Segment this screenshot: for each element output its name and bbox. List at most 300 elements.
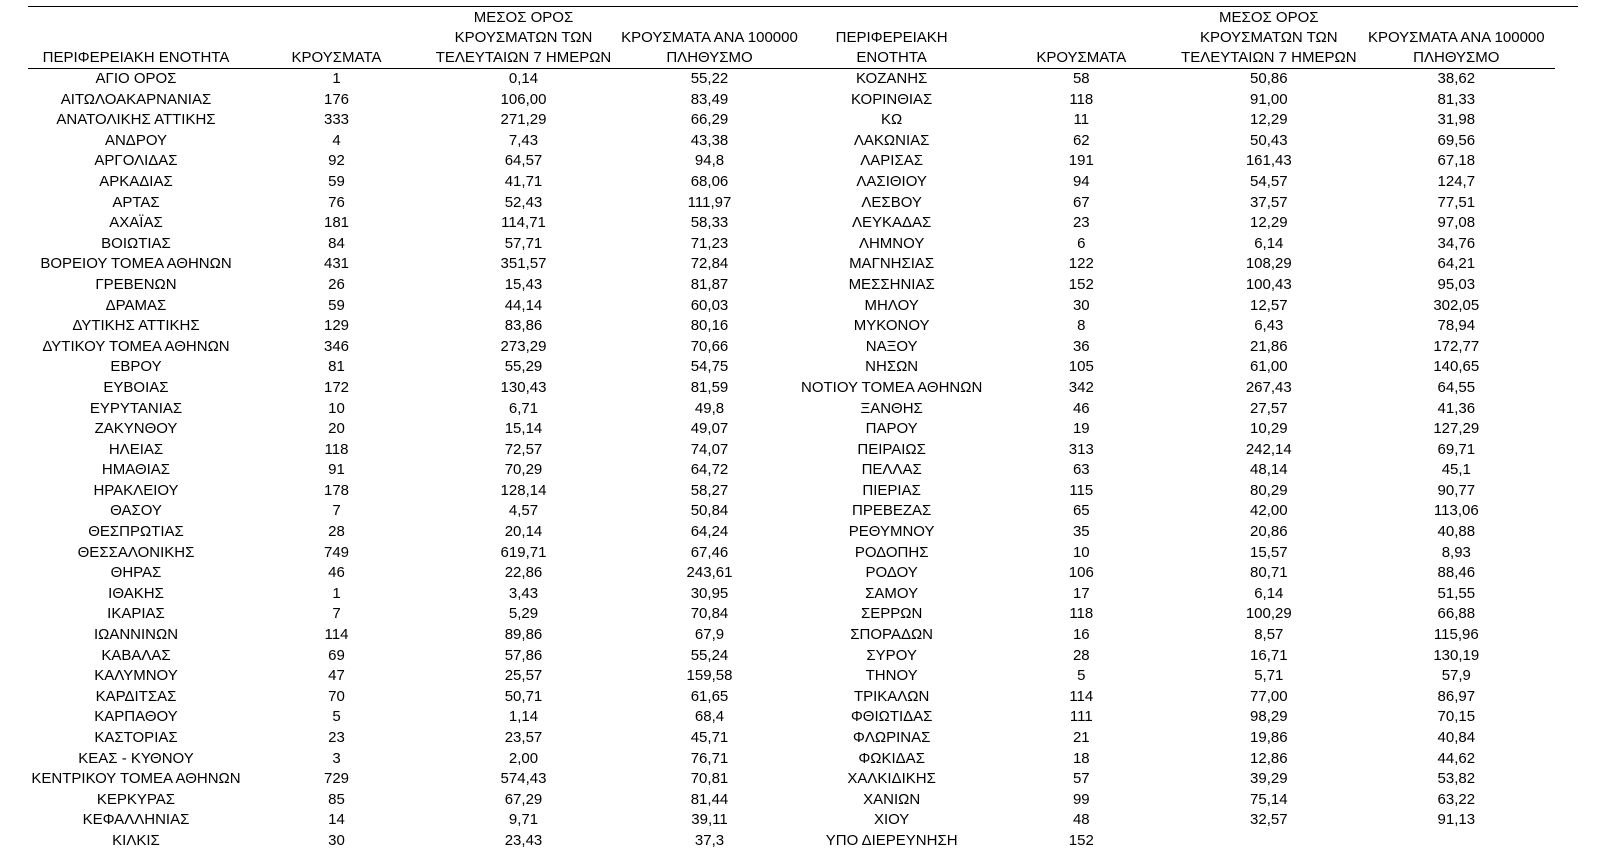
- avg7-cell: 91,00: [1250, 90, 1288, 108]
- table-row: [28, 399, 801, 420]
- table-row: [28, 563, 801, 584]
- avg7-cell: 273,29: [500, 337, 547, 355]
- per100k-cell: 70,84: [690, 605, 729, 623]
- region-cell: ΣΑΜΟΥ: [865, 584, 919, 602]
- per100k-cell: 51,55: [1437, 584, 1476, 602]
- region-cell: ΛΑΚΩΝΙΑΣ: [853, 131, 930, 149]
- header-per100k-line: ΚΡΟΥΣΜΑΤΑ ΑΝΑ 100000: [1367, 29, 1545, 46]
- region-cell: ΦΛΩΡΙΝΑΣ: [852, 729, 931, 746]
- avg7-cell: 54,57: [1250, 172, 1288, 190]
- avg7-cell: 42,00: [1250, 502, 1288, 520]
- region-cell: ΗΡΑΚΛΕΙΟΥ: [93, 481, 179, 499]
- cases-cell: 11: [1073, 111, 1090, 129]
- cases-cell: 94: [1072, 172, 1090, 190]
- avg7-cell: 351,57: [500, 255, 547, 273]
- table-row: [801, 151, 1555, 172]
- table-row: [28, 831, 801, 852]
- cases-cell: 5: [1077, 667, 1086, 685]
- avg7-cell: 7,43: [508, 131, 539, 149]
- avg7-cell: 128,14: [500, 481, 547, 499]
- region-cell: ΑΝΑΤΟΛΙΚΗΣ ΑΤΤΙΚΗΣ: [56, 111, 216, 129]
- table-row: [801, 769, 1555, 790]
- per100k-cell: 60,03: [690, 296, 729, 314]
- cases-cell: 152: [1068, 275, 1094, 293]
- region-cell: ΡΟΔΟΠΗΣ: [854, 543, 929, 561]
- region-cell: ΠΕΛΛΑΣ: [861, 461, 922, 479]
- cases-cell: 14: [328, 811, 345, 829]
- per100k-cell: 115,96: [1433, 626, 1479, 644]
- cases-cell: 7: [332, 605, 341, 623]
- table-row: [801, 419, 1555, 440]
- per100k-cell: 127,29: [1433, 420, 1480, 438]
- cases-cell: 105: [1068, 358, 1094, 376]
- header-cases: ΚΡΟΥΣΜΑΤΑ: [291, 49, 382, 66]
- header-region: ΠΕΡΙΦΕΡΕΙΑΚΗ ΕΝΟΤΗΤΑ: [42, 49, 230, 66]
- table-row: [28, 131, 801, 152]
- cases-cell: 46: [328, 564, 345, 582]
- table-row: [801, 646, 1555, 667]
- table-row: [28, 172, 801, 193]
- per100k-cell: 97,08: [1437, 214, 1476, 232]
- per100k-cell: 113,06: [1433, 502, 1479, 520]
- region-cell: ΗΜΑΘΙΑΣ: [101, 461, 171, 479]
- header-avg7-line: ΚΡΟΥΣΜΑΤΩΝ ΤΩΝ: [454, 29, 593, 46]
- avg7-cell: 12,57: [1250, 296, 1288, 314]
- cases-cell: 36: [1072, 337, 1090, 355]
- cases-cell: 47: [328, 667, 345, 685]
- per100k-cell: 64,55: [1437, 378, 1476, 396]
- per100k-cell: 81,44: [690, 790, 729, 808]
- cases-cell: 342: [1068, 378, 1094, 396]
- avg7-cell: 39,29: [1250, 770, 1288, 788]
- per100k-cell: 58,27: [690, 481, 729, 499]
- header-per100k-line: ΠΛΗΘΥΣΜΟ: [666, 49, 753, 66]
- table-row: [28, 790, 801, 811]
- cases-cell: 70: [328, 687, 345, 705]
- table-row: [801, 378, 1555, 399]
- region-cell: ΑΡΓΟΛΙΔΑΣ: [94, 152, 178, 170]
- region-cell: ΦΩΚΙΔΑΣ: [858, 749, 925, 767]
- per100k-cell: 39,11: [691, 811, 728, 829]
- avg7-cell: 6,71: [508, 399, 539, 417]
- per100k-cell: 130,19: [1433, 646, 1480, 664]
- cases-cell: 1: [332, 584, 341, 602]
- cases-cell: 7: [332, 502, 341, 520]
- avg7-cell: 57,86: [504, 646, 543, 664]
- cases-cell: 4: [332, 131, 341, 149]
- per100k-cell: 69,71: [1437, 440, 1476, 458]
- region-cell: ΞΑΝΘΗΣ: [860, 399, 923, 417]
- table-row: [28, 625, 801, 646]
- avg7-cell: 16,71: [1250, 646, 1288, 664]
- cases-cell: 65: [1072, 502, 1090, 520]
- avg7-cell: 50,71: [504, 687, 543, 705]
- per100k-cell: 8,93: [1441, 543, 1471, 561]
- avg7-cell: 37,57: [1250, 193, 1288, 211]
- region-cell: ΘΕΣΠΡΩΤΙΑΣ: [88, 523, 184, 541]
- avg7-cell: 27,57: [1250, 399, 1288, 417]
- region-cell: ΝΑΞΟΥ: [865, 337, 918, 355]
- per100k-cell: 77,51: [1437, 193, 1476, 211]
- cases-cell: 35: [1072, 523, 1090, 541]
- region-cell: ΛΕΥΚΑΔΑΣ: [851, 214, 932, 232]
- region-cell: ΛΑΡΙΣΑΣ: [860, 152, 924, 170]
- per100k-cell: 40,84: [1437, 729, 1476, 746]
- table-row: [801, 543, 1555, 564]
- avg7-cell: 5,71: [1254, 667, 1284, 685]
- cases-cell: 172: [323, 378, 350, 396]
- cases-cell: 26: [328, 275, 345, 293]
- region-cell: ΚΑΡΠΑΘΟΥ: [94, 708, 178, 726]
- cases-table-left: [28, 8, 801, 852]
- table-row: [28, 728, 801, 749]
- avg7-cell: 100,29: [1245, 605, 1292, 623]
- avg7-cell: 3,43: [508, 584, 539, 602]
- cases-cell: 30: [328, 831, 345, 849]
- cases-cell: 46: [1072, 399, 1090, 417]
- region-cell: ΗΛΕΙΑΣ: [108, 440, 164, 458]
- per100k-cell: 69,56: [1437, 131, 1476, 149]
- cases-cell: 23: [1072, 214, 1090, 232]
- header-per100k: [618, 8, 801, 69]
- per100k-cell: 302,05: [1433, 296, 1480, 314]
- region-cell: ΧΙΟΥ: [873, 811, 910, 829]
- cases-cell: 181: [323, 214, 350, 232]
- table-row: [28, 110, 801, 131]
- avg7-cell: 55,29: [504, 358, 543, 376]
- cases-cell: 129: [323, 317, 350, 335]
- table-row: [28, 316, 801, 337]
- table-row: [28, 419, 801, 440]
- avg7-cell: 100,43: [1245, 275, 1292, 293]
- cases-cell: 6: [1077, 234, 1086, 252]
- per100k-cell: 243,61: [686, 564, 733, 582]
- avg7-cell: 83,86: [504, 317, 543, 335]
- table-row: [28, 337, 801, 358]
- cases-cell: 58: [1072, 70, 1090, 87]
- top-border: [28, 6, 1578, 7]
- cases-cell: 76: [328, 193, 345, 211]
- cases-cell: 3: [332, 749, 341, 767]
- cases-cell: 91: [328, 461, 345, 479]
- table-row: [801, 234, 1555, 255]
- cases-cell: 118: [324, 440, 349, 458]
- per100k-cell: 38,62: [1437, 70, 1476, 87]
- region-cell: ΘΑΣΟΥ: [110, 502, 162, 520]
- table-row: [801, 522, 1555, 543]
- per100k-cell: 49,8: [694, 399, 725, 417]
- table-body-right: [801, 69, 1555, 852]
- table-row: [801, 790, 1555, 811]
- avg7-cell: [1180, 831, 1357, 852]
- table-row: [28, 440, 801, 461]
- table-row: [801, 275, 1555, 296]
- table-row: [801, 481, 1555, 502]
- right-table-block: [801, 8, 1578, 852]
- region-cell: ΚΟΡΙΝΘΙΑΣ: [850, 90, 933, 108]
- table-row: [28, 522, 801, 543]
- cases-cell: 191: [1068, 152, 1094, 170]
- cases-cell: 84: [328, 234, 345, 252]
- cases-cell: 114: [1069, 687, 1094, 705]
- per100k-cell: 90,77: [1437, 481, 1476, 499]
- cases-cell: 59: [328, 296, 345, 314]
- cases-cell: 178: [323, 481, 350, 499]
- avg7-cell: 20,14: [504, 523, 543, 541]
- header-per100k-line: ΠΛΗΘΥΣΜΟ: [1413, 49, 1500, 66]
- per100k-cell: 31,98: [1437, 111, 1476, 129]
- per100k-cell: 55,24: [690, 646, 729, 664]
- region-cell: ΘΗΡΑΣ: [110, 564, 162, 582]
- table-row: [801, 831, 1555, 852]
- table-row: [801, 69, 1555, 90]
- cases-cell: 8: [1077, 317, 1086, 335]
- per100k-cell: 67,9: [694, 626, 725, 644]
- per100k-cell: 58,33: [690, 214, 729, 232]
- table-row: [28, 501, 801, 522]
- cases-cell: 19: [1072, 420, 1090, 438]
- cases-cell: 69: [328, 646, 345, 664]
- table-row: [801, 584, 1555, 605]
- header-row: [28, 8, 801, 69]
- table-row: [801, 440, 1555, 461]
- avg7-cell: 48,14: [1250, 461, 1288, 479]
- cases-cell: 333: [323, 111, 350, 129]
- header-row: [801, 8, 1555, 69]
- avg7-cell: 15,14: [504, 420, 543, 438]
- per100k-cell: 70,81: [690, 770, 729, 788]
- avg7-cell: 52,43: [504, 193, 543, 211]
- cases-cell: 92: [328, 152, 345, 170]
- table-row: [801, 316, 1555, 337]
- cases-cell: 28: [1072, 646, 1090, 664]
- header-avg7-line: ΤΕΛΕΥΤΑΙΩΝ 7 ΗΜΕΡΩΝ: [1181, 49, 1357, 66]
- per100k-cell: 81,59: [690, 378, 729, 396]
- region-cell: ΚΑΒΑΛΑΣ: [101, 646, 171, 664]
- table-row: [28, 810, 801, 831]
- region-cell: ΑΙΤΩΛΟΑΚΑΡΝΑΝΙΑΣ: [60, 90, 212, 108]
- region-cell: ΛΕΣΒΟΥ: [861, 193, 922, 211]
- avg7-cell: 15,57: [1250, 543, 1288, 561]
- region-cell: ΙΩΑΝΝΙΝΩΝ: [93, 626, 179, 644]
- cases-cell: 21: [1072, 729, 1090, 746]
- per100k-cell: 45,71: [690, 729, 729, 746]
- region-cell: ΚΑΛΥΜΝΟΥ: [94, 667, 178, 685]
- cases-cell: 1: [332, 70, 341, 87]
- per100k-cell: 94,8: [694, 152, 725, 170]
- region-cell: ΦΘΙΩΤΙΔΑΣ: [850, 708, 933, 726]
- per100k-cell: 172,77: [1433, 337, 1480, 355]
- table-row: [801, 193, 1555, 214]
- cases-cell: 23: [328, 729, 345, 746]
- per100k-cell: 80,16: [690, 317, 729, 335]
- header-avg7: [429, 8, 618, 69]
- region-cell: ΑΝΔΡΟΥ: [104, 131, 168, 149]
- avg7-cell: 10,29: [1250, 420, 1288, 438]
- cases-cell: 346: [323, 337, 350, 355]
- header-avg7-line: ΜΕΣΟΣ ΟΡΟΣ: [473, 9, 574, 26]
- cases-cell: 749: [323, 543, 350, 561]
- region-cell: ΡΕΘΥΜΝΟΥ: [848, 523, 935, 541]
- avg7-cell: 23,43: [504, 831, 543, 849]
- avg7-cell: 32,57: [1250, 811, 1288, 829]
- region-cell: ΑΓΙΟ ΟΡΟΣ: [95, 70, 177, 87]
- avg7-cell: 19,86: [1250, 729, 1288, 746]
- region-cell: ΥΠΟ ΔΙΕΡΕΥΝΗΣΗ: [825, 831, 958, 849]
- region-cell: ΚΕΡΚΥΡΑΣ: [96, 790, 176, 808]
- table-body-left: [28, 69, 801, 852]
- cases-cell: 99: [1072, 790, 1090, 808]
- table-row: [28, 357, 801, 378]
- table-row: [28, 481, 801, 502]
- table-row: [801, 810, 1555, 831]
- table-row: [801, 90, 1555, 111]
- per100k-cell: 88,46: [1437, 564, 1476, 582]
- region-cell: ΓΡΕΒΕΝΩΝ: [95, 275, 177, 293]
- table-row: [28, 604, 801, 625]
- cases-cell: 431: [323, 255, 350, 273]
- avg7-cell: 6,43: [1254, 317, 1284, 335]
- avg7-cell: 41,71: [504, 172, 543, 190]
- header-avg7-line: ΤΕΛΕΥΤΑΙΩΝ 7 ΗΜΕΡΩΝ: [435, 49, 612, 66]
- region-cell: ΚΕΑΣ - ΚΥΘΝΟΥ: [78, 749, 194, 767]
- cases-cell: 5: [332, 708, 341, 726]
- region-cell: ΚΙΛΚΙΣ: [112, 831, 160, 849]
- region-cell: ΠΕΙΡΑΙΩΣ: [857, 440, 926, 458]
- avg7-cell: 5,29: [508, 605, 539, 623]
- region-cell: ΠΙΕΡΙΑΣ: [862, 481, 921, 499]
- per100k-cell: 86,97: [1437, 687, 1476, 705]
- cases-cell: 28: [328, 523, 345, 541]
- cases-cell: 152: [1068, 831, 1094, 849]
- table-row: [28, 213, 801, 234]
- per100k-cell: 68,06: [690, 172, 729, 190]
- region-cell: ΜΥΚΟΝΟΥ: [853, 317, 930, 335]
- region-cell: ΝΗΣΩΝ: [865, 358, 919, 376]
- cases-cell: 115: [1069, 481, 1094, 499]
- header-cases: ΚΡΟΥΣΜΑΤΑ: [1036, 49, 1127, 66]
- region-cell: ΣΕΡΡΩΝ: [860, 605, 923, 623]
- per100k-cell: 81,87: [690, 275, 729, 293]
- per100k-cell: 67,46: [690, 543, 729, 561]
- region-cell: ΜΕΣΣΗΝΙΑΣ: [848, 275, 935, 293]
- cases-cell: 48: [1072, 811, 1090, 829]
- cases-cell: 62: [1072, 131, 1090, 149]
- per100k-cell: 111,97: [687, 193, 732, 211]
- table-row: [28, 275, 801, 296]
- table-row: [801, 399, 1555, 420]
- table-row: [28, 234, 801, 255]
- region-cell: ΒΟΙΩΤΙΑΣ: [101, 234, 171, 252]
- avg7-cell: 72,57: [504, 440, 543, 458]
- avg7-cell: 2,00: [508, 749, 539, 767]
- avg7-cell: 89,86: [504, 626, 543, 644]
- header-per100k-line: ΚΡΟΥΣΜΑΤΑ ΑΝΑ 100000: [621, 29, 798, 46]
- avg7-cell: 22,86: [504, 564, 543, 582]
- region-cell: ΜΑΓΝΗΣΙΑΣ: [849, 255, 935, 273]
- cases-cell: 313: [1068, 440, 1094, 458]
- per100k-cell: 140,65: [1433, 358, 1480, 376]
- avg7-cell: 0,14: [508, 70, 539, 87]
- header-avg7: [1180, 8, 1357, 69]
- table-row: [801, 337, 1555, 358]
- avg7-cell: 67,29: [504, 790, 543, 808]
- region-cell: ΔΥΤΙΚΗΣ ΑΤΤΙΚΗΣ: [72, 317, 200, 335]
- avg7-cell: 21,86: [1250, 337, 1288, 355]
- avg7-cell: 50,43: [1250, 131, 1288, 149]
- cases-cell: 10: [328, 399, 345, 417]
- per100k-cell: 55,22: [690, 70, 729, 87]
- header-avg7-line: ΜΕΣΟΣ ΟΡΟΣ: [1219, 9, 1319, 26]
- avg7-cell: 574,43: [500, 770, 547, 788]
- region-cell: ΝΟΤΙΟΥ ΤΟΜΕΑ ΑΘΗΝΩΝ: [801, 378, 983, 396]
- per100k-cell: 30,95: [690, 584, 729, 602]
- per100k-cell: 76,71: [690, 749, 729, 767]
- table-row: [28, 584, 801, 605]
- avg7-cell: 70,29: [504, 461, 543, 479]
- table-row: [801, 749, 1555, 770]
- cases-cell: 729: [323, 770, 350, 788]
- per100k-cell: 49,07: [690, 420, 729, 438]
- region-cell: ΚΕΝΤΡΙΚΟΥ ΤΟΜΕΑ ΑΘΗΝΩΝ: [31, 770, 241, 788]
- region-cell: ΑΡΤΑΣ: [112, 193, 160, 211]
- cases-cell: 67: [1072, 193, 1090, 211]
- avg7-cell: 50,86: [1250, 70, 1288, 87]
- table-row: [801, 625, 1555, 646]
- avg7-cell: 12,29: [1250, 214, 1288, 232]
- per100k-cell: 70,66: [690, 337, 729, 355]
- avg7-cell: 75,14: [1250, 790, 1288, 808]
- table-row: [801, 172, 1555, 193]
- avg7-cell: 64,57: [504, 152, 543, 170]
- cases-cell: 10: [1072, 543, 1090, 561]
- table-row: [801, 666, 1555, 687]
- cases-cell: 118: [1069, 605, 1094, 623]
- cases-cell: 57: [1072, 770, 1090, 788]
- cases-cell: 63: [1072, 461, 1090, 479]
- region-cell: ΤΗΝΟΥ: [865, 667, 918, 685]
- cases-cell: 122: [1068, 255, 1094, 273]
- cases-cell: 30: [1072, 296, 1090, 314]
- per100k-cell: 61,65: [690, 687, 729, 705]
- per100k-cell: 54,75: [690, 358, 729, 376]
- table-row: [801, 501, 1555, 522]
- per100k-cell: 50,84: [690, 502, 729, 520]
- region-cell: ΚΑΣΤΟΡΙΑΣ: [94, 729, 178, 746]
- per100k-cell: 91,13: [1437, 811, 1476, 829]
- cases-cell: 17: [1072, 584, 1090, 602]
- table-row: [801, 213, 1555, 234]
- per100k-cell: [1357, 831, 1555, 852]
- region-cell: ΑΡΚΑΔΙΑΣ: [99, 172, 173, 190]
- avg7-cell: 98,29: [1250, 708, 1288, 726]
- cases-cell: 20: [328, 420, 345, 438]
- avg7-cell: 57,71: [504, 234, 543, 252]
- table-row: [28, 666, 801, 687]
- region-cell: ΣΠΟΡΑΔΩΝ: [850, 626, 934, 644]
- table-row: [801, 563, 1555, 584]
- table-row: [28, 254, 801, 275]
- region-cell: ΖΑΚΥΝΘΟΥ: [94, 420, 178, 438]
- table-row: [801, 604, 1555, 625]
- table-row: [28, 769, 801, 790]
- per100k-cell: 53,82: [1437, 770, 1476, 788]
- table-row: [801, 707, 1555, 728]
- per100k-cell: 41,36: [1437, 399, 1476, 417]
- table-row: [28, 193, 801, 214]
- avg7-cell: 61,00: [1250, 358, 1288, 376]
- avg7-cell: 20,86: [1250, 523, 1288, 541]
